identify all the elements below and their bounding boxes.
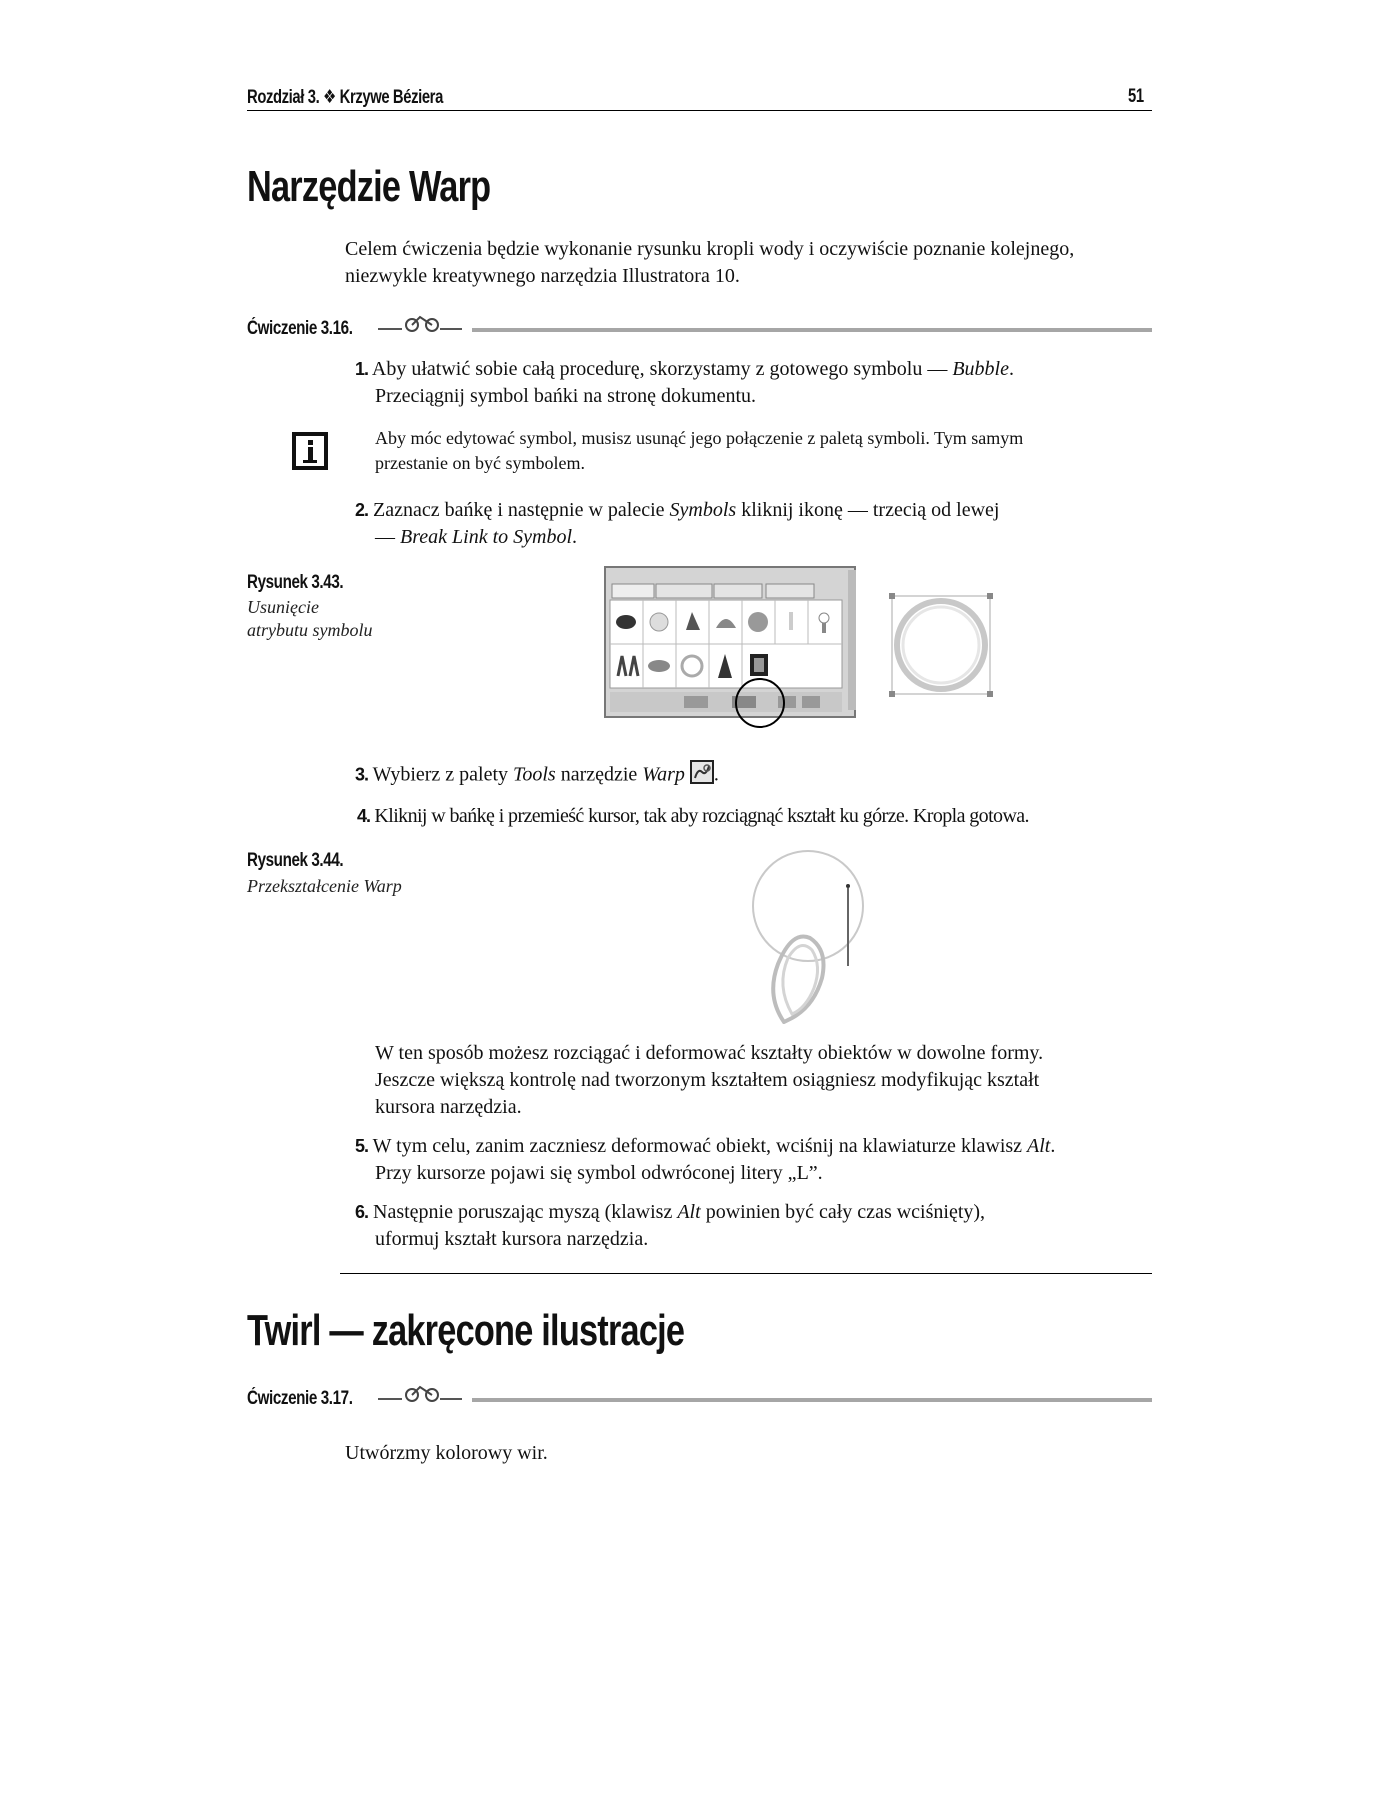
page-number: 51	[1128, 86, 1144, 107]
intro-line-1: Celem ćwiczenia będzie wykonanie rysunku kropli wody i oczywiście poznanie kolejnego,	[345, 238, 1075, 260]
exercise-3-17-intro: Utwórzmy kolorowy wir.	[345, 1442, 548, 1464]
step-text: kliknij ikonę — trzecią od lewej	[736, 499, 1000, 521]
step-italic: Symbols	[669, 499, 737, 521]
step-text: Kliknij w bańkę i przemieść kursor, tak aby rozciągnąć kształt ku górze. Kropla gotowa.	[374, 805, 1029, 827]
step-2-line-2	[375, 524, 577, 551]
step-1-line-2: Przeciągnij symbol bańki na stronę dokumentu.	[375, 385, 757, 407]
exercise-label-3-17: Ćwiczenie 3.17.	[247, 1388, 353, 1409]
warp-tool-icon	[690, 760, 714, 792]
section-title-warp: Narzędzie Warp	[247, 162, 491, 211]
bicycle-decoration-icon	[378, 1383, 478, 1405]
figure-label-3-44: Rysunek 3.44.	[247, 850, 344, 871]
step-number: 1.	[355, 359, 369, 379]
step-text: .	[713, 763, 719, 786]
header-rule	[247, 110, 1152, 111]
step-text: Wybierz z palety	[372, 763, 514, 786]
step-2	[355, 497, 999, 524]
step-text: Następnie poruszając myszą (klawisz	[373, 1201, 678, 1223]
step-number: 2.	[355, 500, 369, 520]
exercise-end-rule	[340, 1273, 1152, 1274]
step-text: .	[572, 526, 578, 548]
step-number: 6.	[355, 1202, 369, 1222]
bicycle-decoration-icon	[378, 1383, 478, 1410]
step-text: powinien być cały czas wciśnięty),	[700, 1201, 986, 1223]
bicycle-decoration-icon	[378, 313, 478, 340]
step-5-line-2: Przy kursorze pojawi się symbol odwróconej litery „L”.	[375, 1162, 823, 1184]
step-text: Aby ułatwić sobie całą procedurę, skorzystamy z gotowego symbolu —	[371, 358, 953, 380]
para-line-1: W ten sposób możesz rozciągać i deformować kształty obiektów w dowolne formy.	[375, 1042, 1044, 1064]
step-text: Zaznacz bańkę i następnie w palecie	[373, 499, 670, 521]
figure-caption: Przekształcenie Warp	[247, 876, 402, 896]
running-head: Rozdział 3. ❖ Krzywe Béziera	[247, 87, 443, 108]
bubble-selection-preview	[886, 590, 996, 705]
step-text: —	[375, 526, 400, 548]
symbols-palette-screenshot	[604, 566, 864, 735]
step-italic: Warp	[642, 763, 685, 786]
step-italic: Bubble	[952, 358, 1009, 380]
step-italic: Break Link to Symbol	[400, 526, 573, 548]
step-number: 4.	[357, 806, 371, 826]
step-6-line-2: uformuj kształt kursora narzędzia.	[375, 1228, 649, 1250]
note-line-2: przestanie on być symbolem.	[375, 453, 585, 473]
step-3	[355, 760, 719, 792]
step-text: W tym celu, zanim zaczniesz deformować obiekt, wciśnij na klawiaturze klawisz	[372, 1135, 1028, 1157]
exercise-label-3-16: Ćwiczenie 3.16.	[247, 318, 353, 339]
step-1	[355, 356, 1014, 383]
bicycle-decoration-icon	[378, 313, 478, 335]
figure-label-3-43: Rysunek 3.43.	[247, 572, 344, 593]
exercise-rule	[472, 328, 1152, 332]
figure-caption-line-1: Usunięcie	[247, 597, 319, 617]
step-italic: Tools	[513, 763, 556, 786]
section-title-twirl: Twirl — zakręcone ilustracje	[247, 1306, 685, 1355]
step-6	[355, 1199, 985, 1226]
warp-drop-illustration	[752, 846, 872, 1029]
step-number: 3.	[355, 764, 369, 785]
step-5	[355, 1133, 1055, 1160]
step-4	[357, 803, 1029, 830]
para-line-3: kursora narzędzia.	[375, 1096, 522, 1118]
info-icon	[292, 432, 328, 475]
step-number: 5.	[355, 1136, 369, 1156]
para-line-2: Jeszcze większą kontrolę nad tworzonym kształtem osiągniesz modyfikując kształt	[375, 1069, 1040, 1091]
step-italic: Alt	[677, 1201, 701, 1223]
figure-caption-line-2: atrybutu symbolu	[247, 620, 373, 640]
step-text: .	[1050, 1135, 1056, 1157]
note-line-1: Aby móc edytować symbol, musisz usunąć jego połączenie z paletą symboli. Tym samym	[375, 428, 1024, 448]
exercise-rule	[472, 1398, 1152, 1402]
step-text: narzędzie	[555, 763, 643, 786]
step-italic: Alt	[1027, 1135, 1051, 1157]
step-text: .	[1009, 358, 1014, 380]
intro-line-2: niezwykle kreatywnego narzędzia Illustratora 10.	[345, 265, 740, 287]
